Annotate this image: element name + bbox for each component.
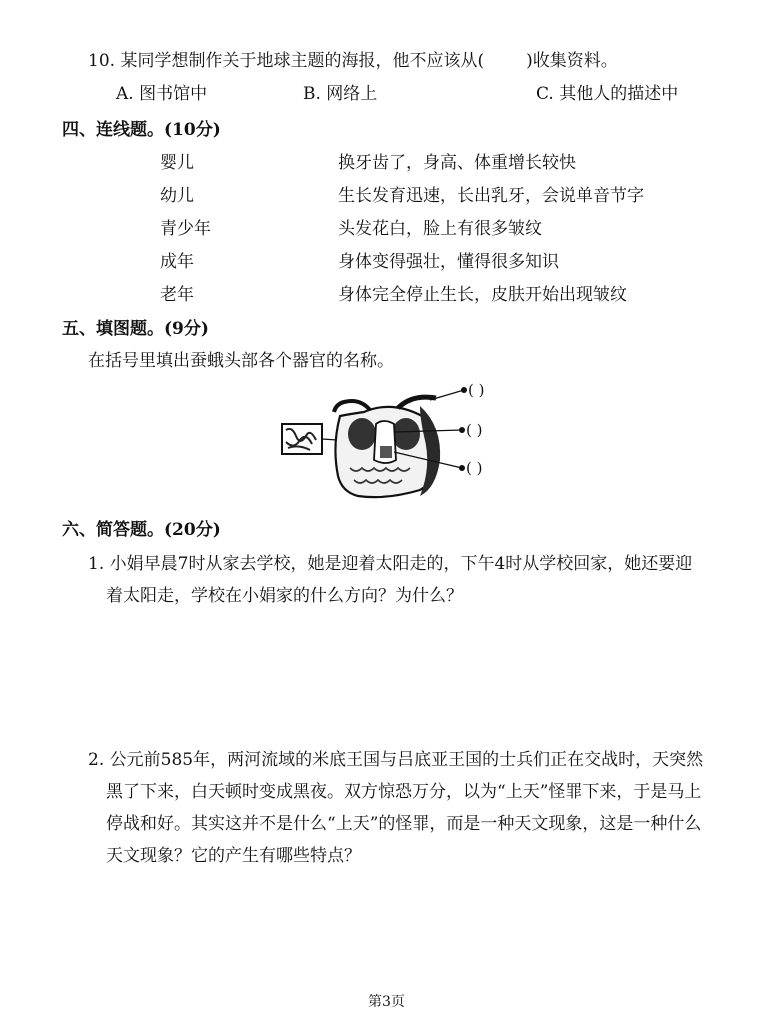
section-5-instruction: 在括号里填出蚕蛾头部各个器官的名称。	[88, 351, 394, 371]
question-1-line: 着太阳走，学校在小娟家的什么方向？为什么？	[106, 586, 463, 606]
match-left-item: 婴儿	[160, 153, 194, 173]
match-right-item: 生长发育迅速，长出乳牙，会说单音节字	[338, 186, 644, 206]
section-4-heading: 四、连线题。(10分)	[62, 120, 221, 140]
diagram-blank-1[interactable]: ( )	[468, 381, 485, 399]
question-2-line: 黑了下来，白天顿时变成黑夜。双方惊恐万分，以为“上天”怪罪下来，于是马上	[106, 782, 702, 802]
moth-mouthparts	[380, 446, 392, 458]
silkworm-moth-head-diagram	[270, 376, 470, 500]
question-10-stem-after: )收集资料。	[526, 51, 618, 71]
question-2-line: 天文现象？它的产生有哪些特点？	[106, 846, 361, 866]
question-2-line: 停战和好。其实这并不是什么“上天”的怪罪，而是一种天文现象，这是一种什么	[106, 814, 702, 834]
pointer-dot-2	[459, 427, 465, 433]
diagram-blank-3[interactable]: ( )	[466, 459, 483, 477]
question-1-line: 1. 小娟早晨7时从家去学校，她是迎着太阳走的，下午4时从学校回家，她还要迎	[88, 554, 693, 574]
diagram-blank-2[interactable]: ( )	[466, 421, 483, 439]
short-answer-question-2	[88, 744, 703, 872]
question-2-line: 2. 公元前585年，两河流域的米底王国与吕底亚王国的士兵们正在交战时，天突然	[88, 750, 704, 770]
match-left-item: 成年	[160, 252, 194, 272]
compound-eye-right	[392, 418, 420, 450]
pointer-dot-1	[461, 387, 467, 393]
antenna-left	[334, 401, 370, 412]
match-right-item: 身体完全停止生长，皮肤开始出现皱纹	[338, 285, 627, 305]
match-left-item: 幼儿	[160, 186, 194, 206]
match-right-item: 头发花白，脸上有很多皱纹	[338, 219, 542, 239]
match-left-item: 老年	[160, 285, 194, 305]
pointer-line-1	[430, 390, 464, 400]
page-number: 第3页	[368, 994, 405, 1010]
question-10-option-c: C. 其他人的描述中	[536, 84, 679, 104]
section-6-heading: 六、简答题。(20分)	[62, 520, 221, 540]
question-10-stem	[88, 46, 618, 71]
match-left-item: 青少年	[160, 219, 211, 239]
question-10-option-b: B. 网络上	[303, 84, 378, 104]
antenna-right	[398, 397, 436, 408]
question-10-option-a: A. 图书馆中	[116, 84, 208, 104]
short-answer-question-1	[88, 548, 692, 612]
question-10-stem-before: 10. 某同学想制作关于地球主题的海报，他不应该从(	[88, 51, 485, 71]
match-right-item: 身体变得强壮，懂得很多知识	[338, 252, 559, 272]
compound-eye-left	[348, 418, 376, 450]
section-5-heading: 五、填图题。(9分)	[62, 319, 209, 339]
match-right-item: 换牙齿了，身高、体重增长较快	[338, 153, 576, 173]
pointer-dot-3	[459, 465, 465, 471]
